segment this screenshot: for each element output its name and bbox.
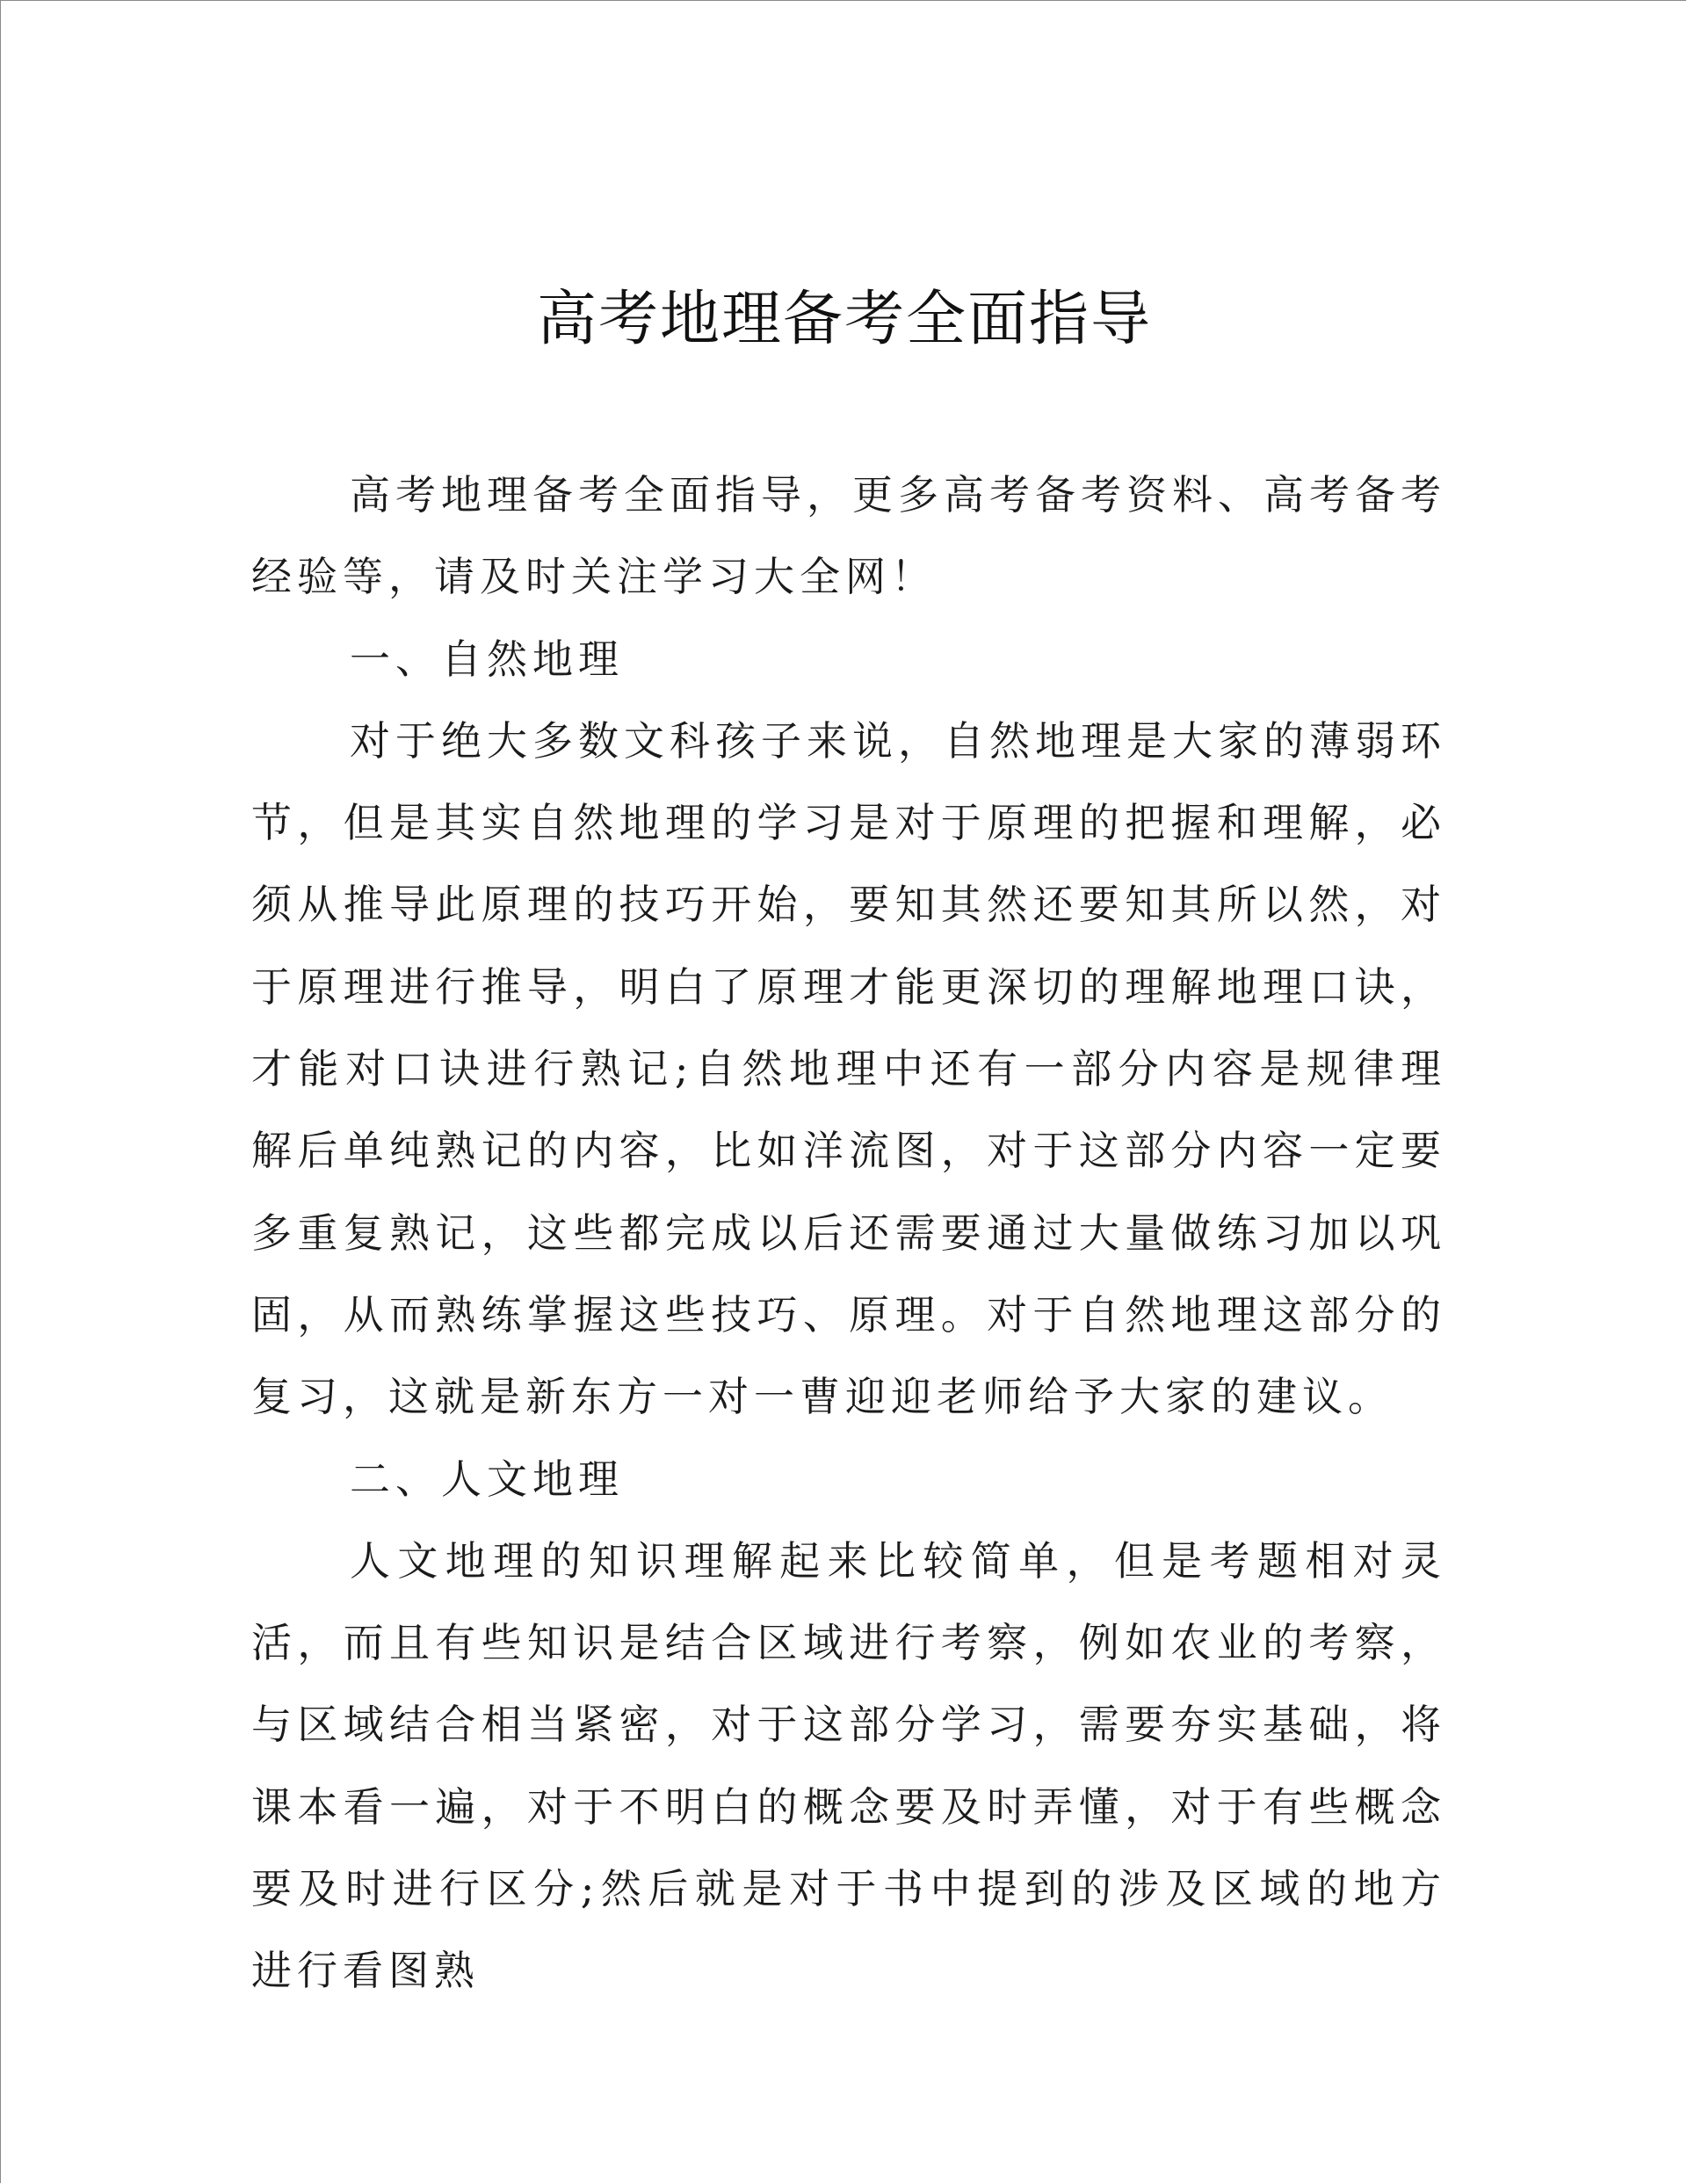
physical-geography-paragraph: 对于绝大多数文科孩子来说，自然地理是大家的薄弱环节，但是其实自然地理的学习是对于原理的把握和理解，必须从推导此原理的技巧开始，要知其然还要知其所以然，对于原理进行推导，明白了原理才能更深切的理解地理口诀，才能对口诀进行熟记;自然地理中还有一部分内容是规律理解后单纯熟记的内容，比如洋流图，对于这部分内容一定要多重复熟记，这些都完成以后还需要通过大量做练习加以巩固，从而熟练掌握这些技巧、原理。对于自然地理这部分的复习，这就是新东方一对一曹迎迎老师给予大家的建议。 <box>251 716 1446 1421</box>
document-title: 高考地理备考全面指导 <box>536 285 1152 354</box>
intro-paragraph: 高考地理备考全面指导，更多高考备考资料、高考备考经验等，请及时关注学习大全网！ <box>251 471 1446 601</box>
document-body <box>251 454 1446 2013</box>
section-heading-human-geography: 二、人文地理 <box>350 1455 624 1503</box>
section-heading-physical-geography: 一、自然地理 <box>350 635 624 683</box>
human-geography-paragraph: 人文地理的知识理解起来比较简单，但是考题相对灵活，而且有些知识是结合区域进行考察，例如农业的考察，与区域结合相当紧密，对于这部分学习，需要夯实基础，将课本看一遍，对于不明白的概念要及时弄懂，对于有些概念要及时进行区分;然后就是对于书中提到的涉及区域的地方进行看图熟 <box>251 1536 1446 1995</box>
